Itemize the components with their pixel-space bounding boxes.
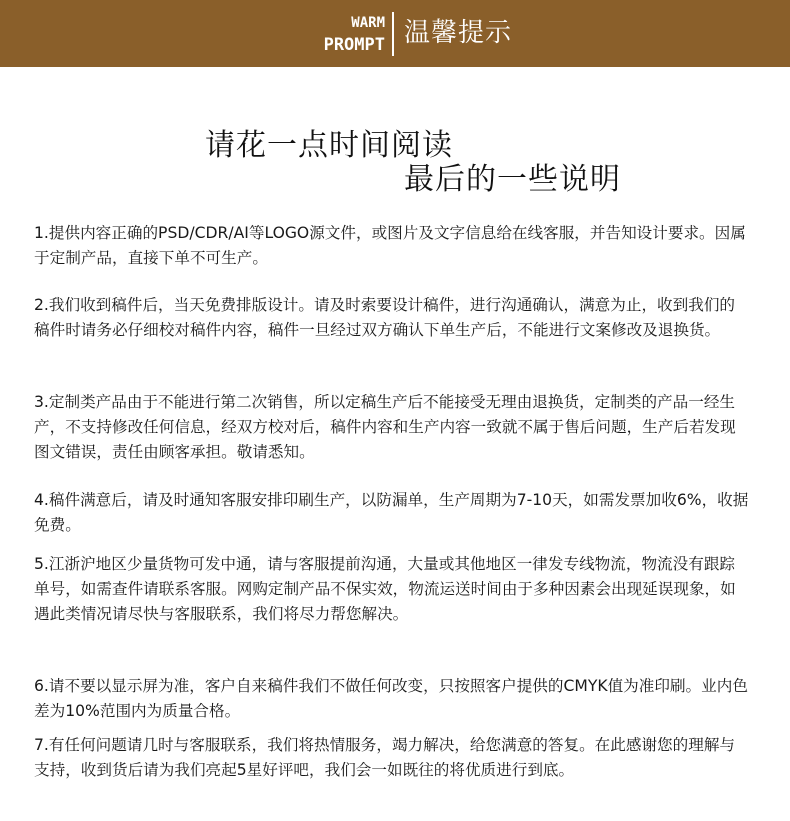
page-title-line1: 请花一点时间阅读 (205, 128, 453, 163)
notice-item-5: 5.江浙沪地区少量货物可发中通，请与客服提前沟通，大量或其他地区一律发专线物流，物流没有跟踪单号，如需查件请联系客服。网购定制产品不保实效，物流运送时间由于多种因素会出现延误现象，如遇此类情况请尽快与客服联系，我们将尽力帮您解决。 (34, 555, 736, 623)
notice-item-7: 7.有任何问题请几时与客服联系，我们将热情服务，竭力解决，给您满意的答复。在此感谢您的理解与支持，收到货后请为我们亮起5星好评吧，我们会一如既往的将优质进行到底。 (34, 736, 736, 779)
notice-item-4: 4.稿件满意后，请及时通知客服安排印刷生产，以防漏单，生产周期为7-10天，如需发票加收6%，收据免费。 (34, 491, 749, 534)
page-title-line2: 最后的一些说明 (404, 162, 621, 197)
notice-item-6: 6.请不要以显示屏为准，客户自来稿件我们不做任何改变，只按照客户提供的CMYK值为准印刷。业内色差为10%范围内为质量合格。 (34, 677, 748, 720)
notice-item-1: 1.提供内容正确的PSD/CDR/AI等LOGO源文件，或图片及文字信息给在线客服，并告知设计要求。因属于定制产品，直接下单不可生产。 (34, 224, 746, 267)
header-english-title (305, 12, 385, 56)
header-chinese-title: 温馨提示 (404, 18, 513, 48)
header-english-line2: PROMPT (323, 35, 385, 55)
header-divider (392, 12, 394, 56)
notice-item-3: 3.定制类产品由于不能进行第二次销售，所以定稿生产后不能接受无理由退换货，定制类的产品一经生产，不支持修改任何信息，经双方校对后，稿件内容和生产内容一致就不属于售后问题，生产后若发现图文错误，责任由顾客承担。敬请悉知。 (34, 393, 736, 461)
header-english-line1: WARM (351, 15, 385, 31)
notice-item-2: 2.我们收到稿件后，当天免费排版设计。请及时索要设计稿件，进行沟通确认，满意为止，收到我们的稿件时请务必仔细校对稿件内容，稿件一旦经过双方确认下单生产后，不能进行文案修改及退换货。 (34, 296, 736, 339)
header-banner (0, 0, 790, 67)
